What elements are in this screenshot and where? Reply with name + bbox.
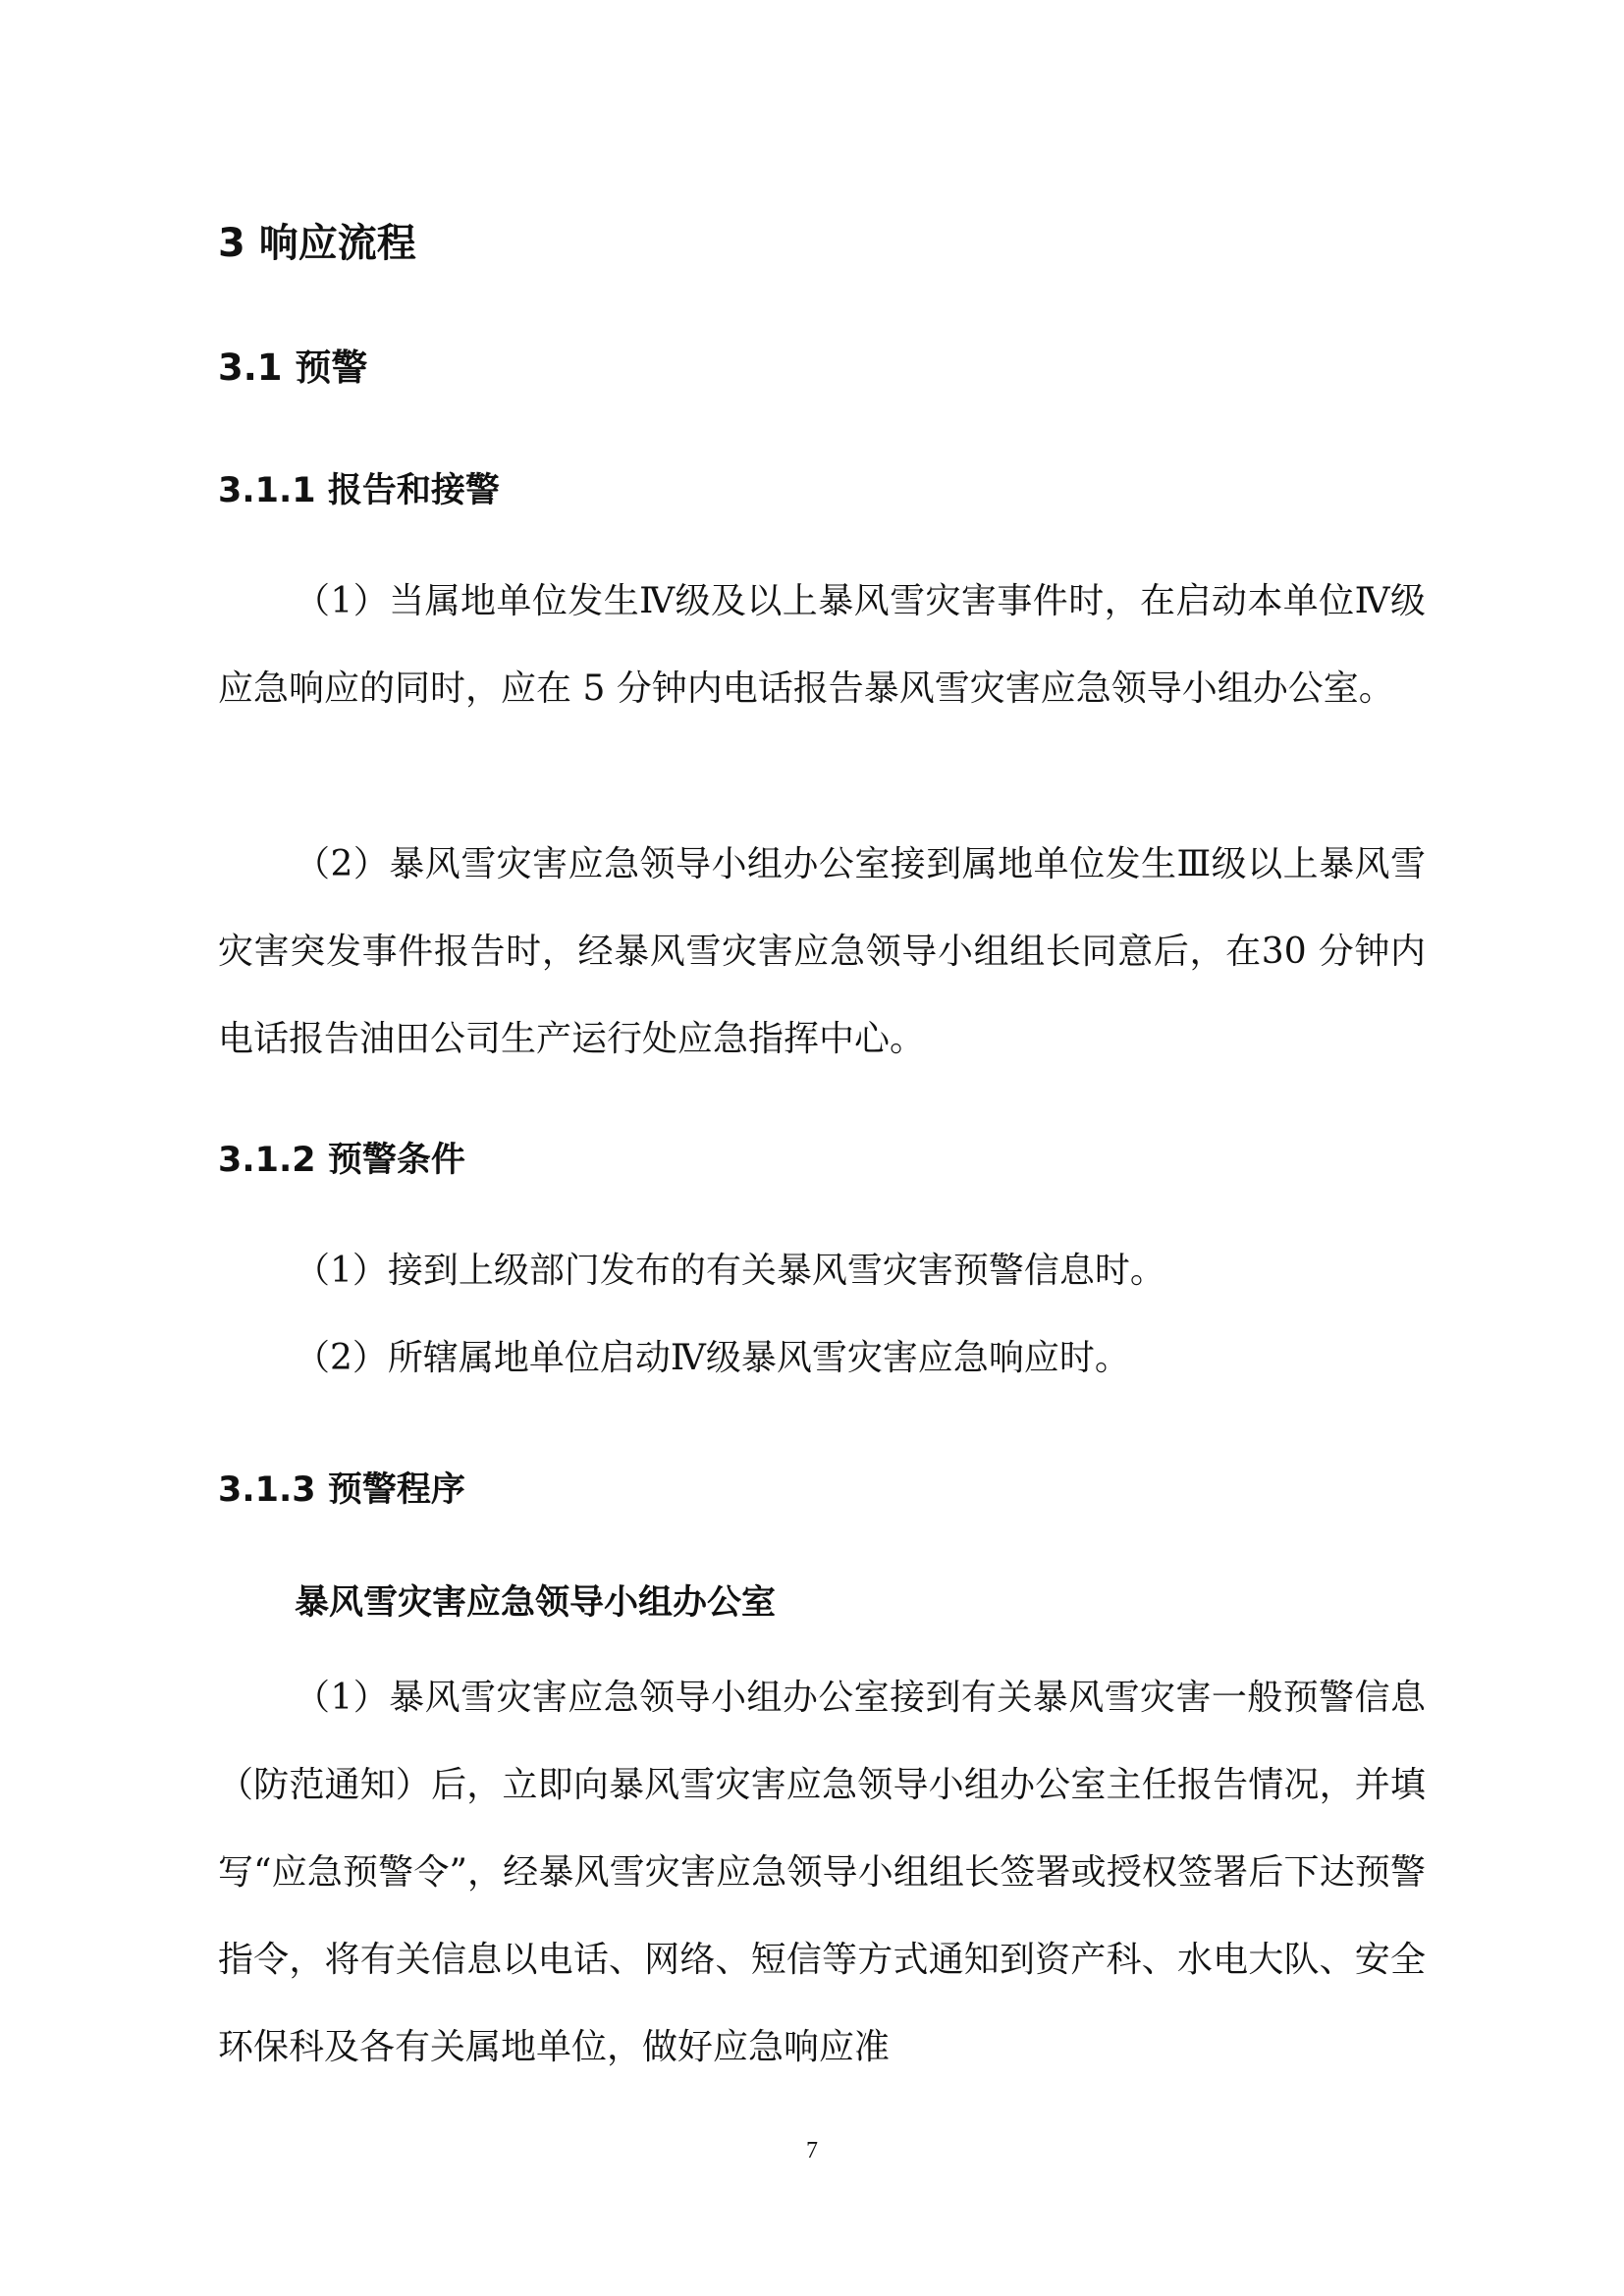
section-heading: 3.1 预警 [218, 347, 368, 389]
paragraph-313-item-1: （1）暴风雪灾害应急领导小组办公室接到有关暴风雪灾害一般预警信息（防范通知）后，立即向暴风雪灾害应急领导小组办公室主任报告情况，并填写“应急预警令”，经暴风雪灾害应急领导小组组长签署或授权签署后下达预警指令，将有关信息以电话、网络、短信等方式通知到资产科、水电大队、安全环保科及各有关属地单位，做好应急响应准 [218, 1678, 1426, 2067]
paragraph-311-item-2: （2）暴风雪灾害应急领导小组办公室接到属地单位发生Ⅲ级以上暴风雪灾害突发事件报告时，经暴风雪灾害应急领导小组组长同意后，在30 分钟内电话报告油田公司生产运行处应急指挥中心。 [218, 844, 1426, 1059]
office-subheading: 暴风雪灾害应急领导小组办公室 [295, 1583, 777, 1623]
subsection-heading-311: 3.1.1 报告和接警 [218, 471, 500, 510]
chapter-heading: 3 响应流程 [218, 221, 416, 266]
paragraph-311-item-1: （1）当属地单位发生Ⅳ级及以上暴风雪灾害事件时，在启动本单位Ⅳ级应急响应的同时，应在 5 分钟内电话报告暴风雪灾害应急领导小组办公室。 [218, 581, 1426, 709]
paragraph-312-item-1: （1）接到上级部门发布的有关暴风雪灾害预警信息时。 [295, 1251, 1165, 1291]
subsection-heading-312: 3.1.2 预警条件 [218, 1141, 465, 1180]
subsection-heading-313: 3.1.3 预警程序 [218, 1470, 465, 1510]
page-number: 7 [806, 2138, 818, 2163]
paragraph-312-item-2: （2）所辖属地单位启动Ⅳ级暴风雪灾害应急响应时。 [295, 1338, 1130, 1378]
